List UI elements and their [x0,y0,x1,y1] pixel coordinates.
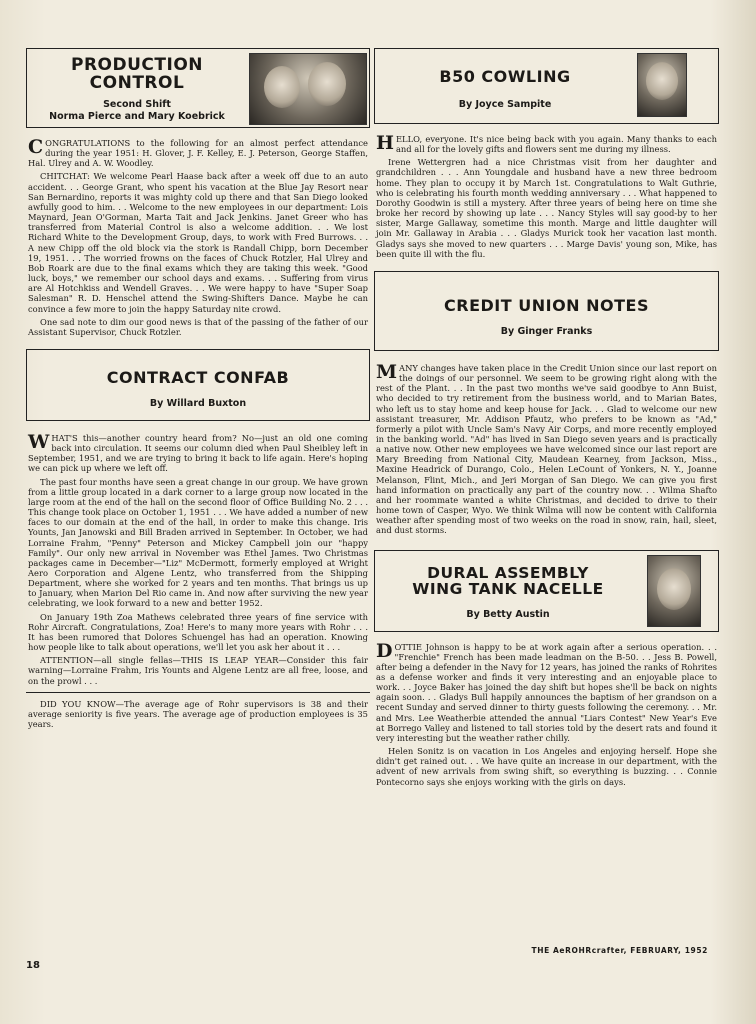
production-control-text: ONGRATULATIONS to the following for an almost perfect attendance during the year 1951: H. Glover, J. F. Kelley, E. J. Peterson, George Staffen, Hal. Ulrey and A. W. Woodley. [28,138,368,169]
production-control-header [26,48,370,128]
page-number: 18 [26,960,40,971]
dural-assembly-paragraph [376,639,717,744]
author-photo-pierce-koebrick [249,53,367,125]
right-column [374,48,719,790]
contract-confab-body [26,430,370,686]
contract-confab-text: HAT'S this—another country heard from? No—just an old one coming back into circulation. It seems our column died when Paul Sheibley left in September, 1951, and we are trying to bring it back to life again. Here's hoping we can pick up where we left off. [28,432,368,474]
author-face [646,62,678,100]
dural-assembly-title-line2: WING TANK NACELLE [412,579,604,598]
drop-cap: H [376,132,394,154]
contract-confab-paragraph: On January 19th Zoa Mathews celebrated three years of fine service with Rohr Aircraft. Congratulations, Zoa! Here's to many more years with Rohr . . . It has been rumored that Dolores Schuengel has had an operation. Knowing how people like to talk about operations, we'll let you ask her about it . . . [28,611,368,653]
contract-confab-paragraph [28,430,368,474]
production-control-paragraph: CHITCHAT: We welcome Pearl Haase back after a week off due to an auto accident. . . George Grant, who spent his vacation at the Blue Jay Resort near San Bernardino, reports it was mighty cold up there and that San Diego looked awfully good to him. . . Welcome to the new employees in our department: Lois Maynard, Jean O'Gorman, Marta Tait and Jack Jenkins. Janet Greer who has transferred from Material Control is also a welcome addition. . . We lost Richard White to the Development Group, days, to work with Fred Burrows. . . A new Chipp off the old block via the stork is Randall Chipp, born December 19, 1951. . . The worried frowns on the faces of Chuck Rotzler, Hal Ulrey and Bob Roark are due to the final exams which they are taking this week. "Good luck, boys," we remember our school days and exams. . . Suffering from virus are Al Hotchkiss and Wendell Graves. . . We were happy to have "Super Soap Salesman" R. D. Henschel attend the Swing-Shifters Dance. Maybe he can convince a few more to join the happy Saturday nite crowd. [28,171,368,314]
contract-confab-paragraph: ATTENTION—all single fellas—THIS IS LEAP YEAR—Consider this fair warning—Lorraine Frahm, Iris Younts and Algene Lentz are all free, loose, and on the prowl . . . [28,655,368,686]
production-control-paragraph: One sad note to dim our good news is that of the passing of the father of our Assistant Supervisor, Chuck Rotzler. [28,316,368,337]
author-face-left [264,66,300,108]
credit-union-title: CREDIT UNION NOTES [444,295,649,315]
dural-assembly-paragraph: Helen Sonitz is on vacation in Los Angeles and enjoying herself. Hope she didn't get rained out. . . We have quite an increase in our department, with the advent of new arrivals from swing shift, so everything is buzzing. . . Connie Pontecorno says she enjoys working with the girls on days. [376,746,717,787]
drop-cap: W [28,430,50,453]
b50-cowling-header [374,48,719,124]
production-control-paragraph [28,138,368,168]
production-control-title-line2: CONTROL [89,72,185,93]
did-you-know-text: DID YOU KNOW—The average age of Rohr supervisors is 38 and their average seniority is five years. The average age of production employees is 35 years. [28,698,368,730]
drop-cap: C [28,136,44,158]
author-photo-austin [647,555,701,627]
contract-confab-byline: By Willard Buxton [149,397,247,409]
dural-assembly-title-line1: DURAL ASSEMBLY [427,563,589,582]
production-control-subtitle: Second Shift [103,99,171,110]
b50-cowling-title: B50 COWLING [439,67,571,86]
drop-cap: M [376,360,398,383]
drop-cap: D [376,639,393,662]
dural-assembly-text: OTTIE Johnson is happy to be at work again after a serious operation. . . "Frenchie" French has been made leadman on the B-50. . . Jess B. Powell, after being a defender in the Navy for 12 years, has joined the ranks of Rohrites as a defense worker and finds it very interesting and an enjoyable place to work. . . Joyce Baker has joined the day shift but hopes she'll be back on nights again soon. . . Gladys Bull happily announces the baptism of her grandson on a recent Sunday and served dinner to thirty guests following the ceremony. . . Mr. and Mrs. Lee Weatherbie attended the annual "Liars Contest" New Year's Eve at Borrego Valley and listened to tall stories told by the desert rats and found it very interesting but the weather rather chilly. [376,641,717,743]
b50-cowling-body [374,134,719,259]
contract-confab-paragraph: The past four months have seen a great change in our group. We have grown from a little group located in a dark corner to a large group now located in the large room at the end of the hall on the second floor of Office Building No. 2 . . . This change took place on October 1, 1951 . . . We have added a number of new faces to our domain at the end of the hall, in order to make this change. Iris Younts, Jan Janowski and Bill Braden arrived in September. In October, we had Lorraine Frahm, "Penny" Peterson and Mickey Campbell join our "happy Family". Our only new arrival in November was Ethel James. Two Christmas packages came in December—"Liz" McDermott, formerly employed at Wright Aero Corporation and Algene Lentz, who transferred from the Shipping Department, where she worked for 2 years and ten months. That brings us up to January, when Marion Del Rio came in. And now after surviving the new year celebrating, we look forward to a new and better 1952. [28,476,368,609]
magazine-masthead: THE AeROHRcrafter, FEBRUARY, 1952 [531,946,708,955]
b50-cowling-paragraph [376,134,717,154]
contract-confab-title: CONTRACT CONFAB [106,367,290,387]
b50-cowling-text: ELLO, everyone. It's nice being back with you again. Many thanks to each and all for the lovely gifts and flowers sent me during my illness. [395,134,717,155]
did-you-know [26,699,370,729]
contract-confab-header [26,349,370,421]
production-control-byline: Norma Pierce and Mary Koebrick [49,111,225,122]
credit-union-body [374,360,719,536]
author-face-right [308,62,346,106]
production-control-title-line1: PRODUCTION [71,55,203,75]
dural-assembly-title [383,565,633,598]
dural-assembly-body [374,639,719,787]
b50-cowling-byline: By Joyce Sampite [458,99,552,110]
section-divider [26,692,370,693]
left-column [26,48,370,732]
b50-cowling-paragraph: Irene Wettergren had a nice Christmas visit from her daughter and grandchildren . . . Ann Youngdale and husband have a new three bedroom home. They plan to occupy it by March 1st. Congratulations to Walt Guthrie, who is celebrating his fourth month wedding anniversary . . . What happened to Dorothy Goodwin is still a mystery. After three years of being here on time she broke her record by showing up late . . . Nancy Styles will say good-by to her sister, Marge Gallaway, sometime this month. Marge and little daughter will join Mr. Gallaway in Arabia . . . Gladys Murick took her vacation last month. Gladys says she moved to new quarters . . . Marge Davis' young son, Mike, has been quite ill with the flu. [376,157,717,259]
production-control-title [37,57,237,93]
production-control-body [26,138,370,337]
author-photo-sampite [637,53,687,117]
credit-union-byline: By Ginger Franks [500,325,593,337]
credit-union-text: ANY changes have taken place in the Credit Union since our last report on the doings of our personnel. We seem to be growing right along with the rest of the Plant. . . In the past two months we've said goodbye to Ann Buist, who decided to try retirement from the business world, and to Marian Bates, who left us to stay home and keep house for Jack. . . Glad to welcome our new assistant treasurer, Mr. Addison Pfautz, who prefers to be known as "Ad," formerly a pilot with Uncle Sam's Navy Air Corps, and more recently employed in the banking world. "Ad" has lived in San Diego seven years and is practically a native now. Other new employees we have welcomed since our last report are Mary Breeding from National City, Maudean Kearney, from Jackson, Miss., Maxine Headrick of Durango, Colo., Helen LeCount of Yonkers, N. Y., Joanne Melanson, Flint, Mich., and Jeri Morgan of San Diego. We can give you first hand information on practically any part of the country now. . . Wilma Shafto and her roommate wanted a white Christmas, and decided to drive to their home town of Casper, Wyo. We think Wilma will now be content with California weather after spending most of two weeks on the road in snow, rain, hail, sleet, and dust storms. [376,362,717,536]
author-face [657,568,691,610]
dural-assembly-header [374,550,719,632]
dural-assembly-byline: By Betty Austin [466,608,550,620]
credit-union-header [374,271,719,351]
credit-union-paragraph [376,360,717,536]
